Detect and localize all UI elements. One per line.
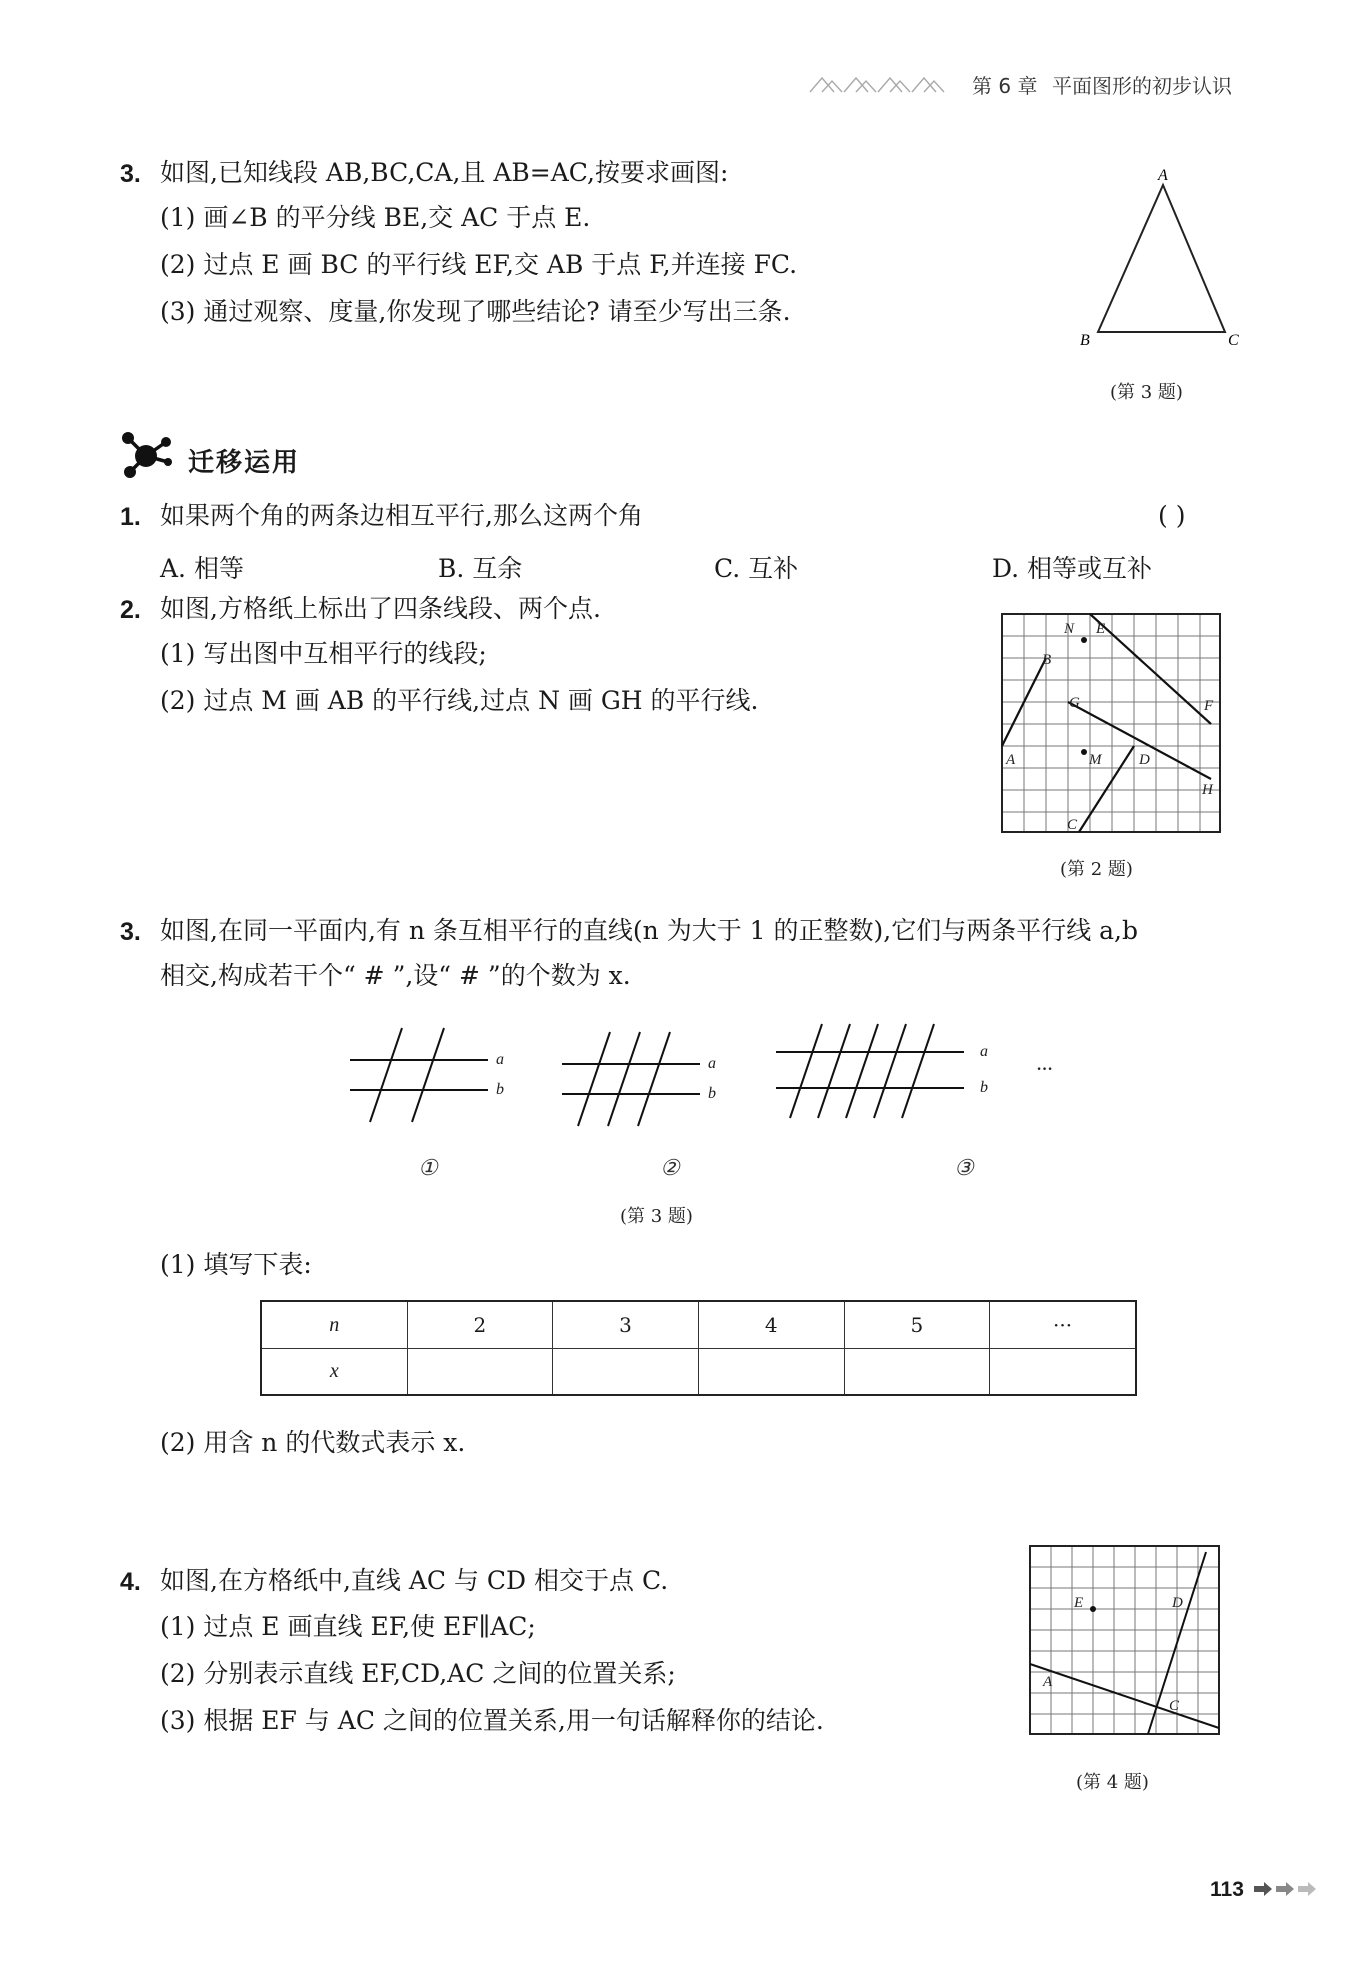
label-f: F: [1204, 698, 1214, 714]
figure-label-2: ②: [660, 1155, 680, 1180]
table-cell: 5: [844, 1301, 990, 1349]
table-cell: 4: [698, 1301, 844, 1349]
label-g: G: [1069, 695, 1080, 711]
label-c: C: [1169, 1698, 1180, 1714]
problem-2-number: 2.: [120, 596, 141, 624]
fig1-label-a: a: [496, 1051, 504, 1068]
option-c: C. 互补: [714, 554, 799, 583]
table-cell: n: [261, 1301, 407, 1349]
fill-in-table: [260, 1300, 1137, 1396]
label-m: M: [1089, 752, 1102, 768]
label-b: B: [1042, 652, 1052, 668]
triangle-figure: [1070, 165, 1250, 355]
label-c: C: [1067, 817, 1078, 833]
problem-3b-part-1: (1) 填写下表:: [160, 1250, 312, 1279]
header-decoration-icon: [808, 72, 946, 94]
option-d: D. 相等或互补: [992, 554, 1153, 583]
answer-bracket: ( ): [1158, 501, 1186, 530]
triangle-label-a: A: [1158, 167, 1168, 184]
line-ac: [1030, 1664, 1219, 1728]
fig2-label-a: a: [708, 1055, 716, 1072]
figure-label-3: ③: [954, 1155, 974, 1180]
label-h: H: [1202, 782, 1213, 798]
figure-ellipsis: ···: [1036, 1056, 1053, 1081]
label-d: D: [1172, 1595, 1183, 1611]
problem-3-number: 3.: [120, 160, 141, 188]
chapter-number: 第 6 章: [972, 74, 1038, 98]
table-cell: 3: [553, 1301, 699, 1349]
option-b: B. 互余: [438, 554, 523, 583]
table-cell: 2: [407, 1301, 553, 1349]
problem-3-part-2: (2) 过点 E 画 BC 的平行线 EF,交 AB 于点 F,并连接 FC.: [160, 250, 798, 279]
point-m: [1081, 749, 1087, 755]
fig1-label-b: b: [496, 1081, 504, 1098]
point-e: [1090, 1606, 1096, 1612]
table-cell-blank: [553, 1349, 699, 1395]
table-cell-blank: [407, 1349, 553, 1395]
label-n: N: [1064, 621, 1075, 637]
problem-3b-number: 3.: [120, 918, 141, 946]
fig3-label-a: a: [980, 1043, 988, 1060]
figure-4-caption: (第 4 题): [1076, 1772, 1149, 1793]
figure-2-caption: (第 2 题): [1060, 859, 1133, 880]
problem-4-number: 4.: [120, 1568, 141, 1596]
label-e: E: [1096, 621, 1106, 637]
problem-1-stem: 如果两个角的两条边相互平行,那么这两个角: [160, 501, 643, 530]
figure-3-caption: (第 3 题): [1110, 382, 1183, 403]
point-n: [1081, 637, 1087, 643]
grid-figure-2: [990, 604, 1230, 844]
problem-4-part-3: (3) 根据 EF 与 AC 之间的位置关系,用一句话解释你的结论.: [160, 1706, 824, 1735]
problem-2-part-1: (1) 写出图中互相平行的线段;: [160, 639, 487, 668]
table-cell-blank: [844, 1349, 990, 1395]
table-row: [261, 1301, 1136, 1349]
problem-3b-stem-line-2: 相交,构成若干个“ # ”,设“ # ”的个数为 x.: [160, 961, 631, 990]
triangle-abc: [1098, 185, 1225, 332]
section-title: 迁移运用: [188, 448, 301, 478]
arrows-icon: [1254, 1880, 1324, 1898]
label-a: A: [1006, 752, 1016, 768]
problem-3b-stem-line-1: 如图,在同一平面内,有 n 条互相平行的直线(n 为大于 1 的正整数),它们与两条平行线 a,b: [160, 916, 1138, 945]
problem-1-number: 1.: [120, 503, 141, 531]
table-cell-blank: [698, 1349, 844, 1395]
table-cell: ···: [990, 1301, 1136, 1349]
segment-ef: [1090, 614, 1211, 724]
grid-figure-4: [1020, 1538, 1240, 1738]
option-a: A. 相等: [160, 554, 244, 583]
table-cell-blank: [990, 1349, 1136, 1395]
figure-label-1: ①: [418, 1155, 438, 1180]
label-e: E: [1074, 1595, 1084, 1611]
problem-3-stem: 如图,已知线段 AB,BC,CA,且 AB=AC,按要求画图:: [160, 158, 729, 187]
problem-2-part-2: (2) 过点 M 画 AB 的平行线,过点 N 画 GH 的平行线.: [160, 686, 759, 715]
problem-3-part-3: (3) 通过观察、度量,你发现了哪些结论? 请至少写出三条.: [160, 297, 791, 326]
segment-cd: [1079, 746, 1134, 832]
fig3-label-b: b: [980, 1079, 988, 1096]
molecule-icon: [118, 428, 178, 482]
triangle-label-c: C: [1228, 332, 1239, 349]
figure-3b-caption: (第 3 题): [620, 1206, 693, 1227]
problem-3-part-1: (1) 画∠B 的平分线 BE,交 AC 于点 E.: [160, 203, 591, 232]
problem-4-part-1: (1) 过点 E 画直线 EF,使 EF∥AC;: [160, 1612, 536, 1641]
page-number: 113: [1210, 1878, 1244, 1901]
problem-4-part-2: (2) 分别表示直线 EF,CD,AC 之间的位置关系;: [160, 1659, 676, 1688]
label-d: D: [1139, 752, 1150, 768]
table-cell: x: [261, 1349, 407, 1395]
table-row: [261, 1349, 1136, 1395]
label-a: A: [1043, 1674, 1053, 1690]
problem-2-stem: 如图,方格纸上标出了四条线段、两个点.: [160, 594, 601, 623]
problem-4-stem: 如图,在方格纸中,直线 AC 与 CD 相交于点 C.: [160, 1566, 669, 1595]
problem-3b-part-2: (2) 用含 n 的代数式表示 x.: [160, 1428, 466, 1457]
chapter-title: 平面图形的初步认识: [1052, 74, 1232, 98]
parallel-lines-figure: [340, 1010, 1100, 1185]
fig2-label-b: b: [708, 1085, 716, 1102]
triangle-label-b: B: [1080, 332, 1090, 349]
